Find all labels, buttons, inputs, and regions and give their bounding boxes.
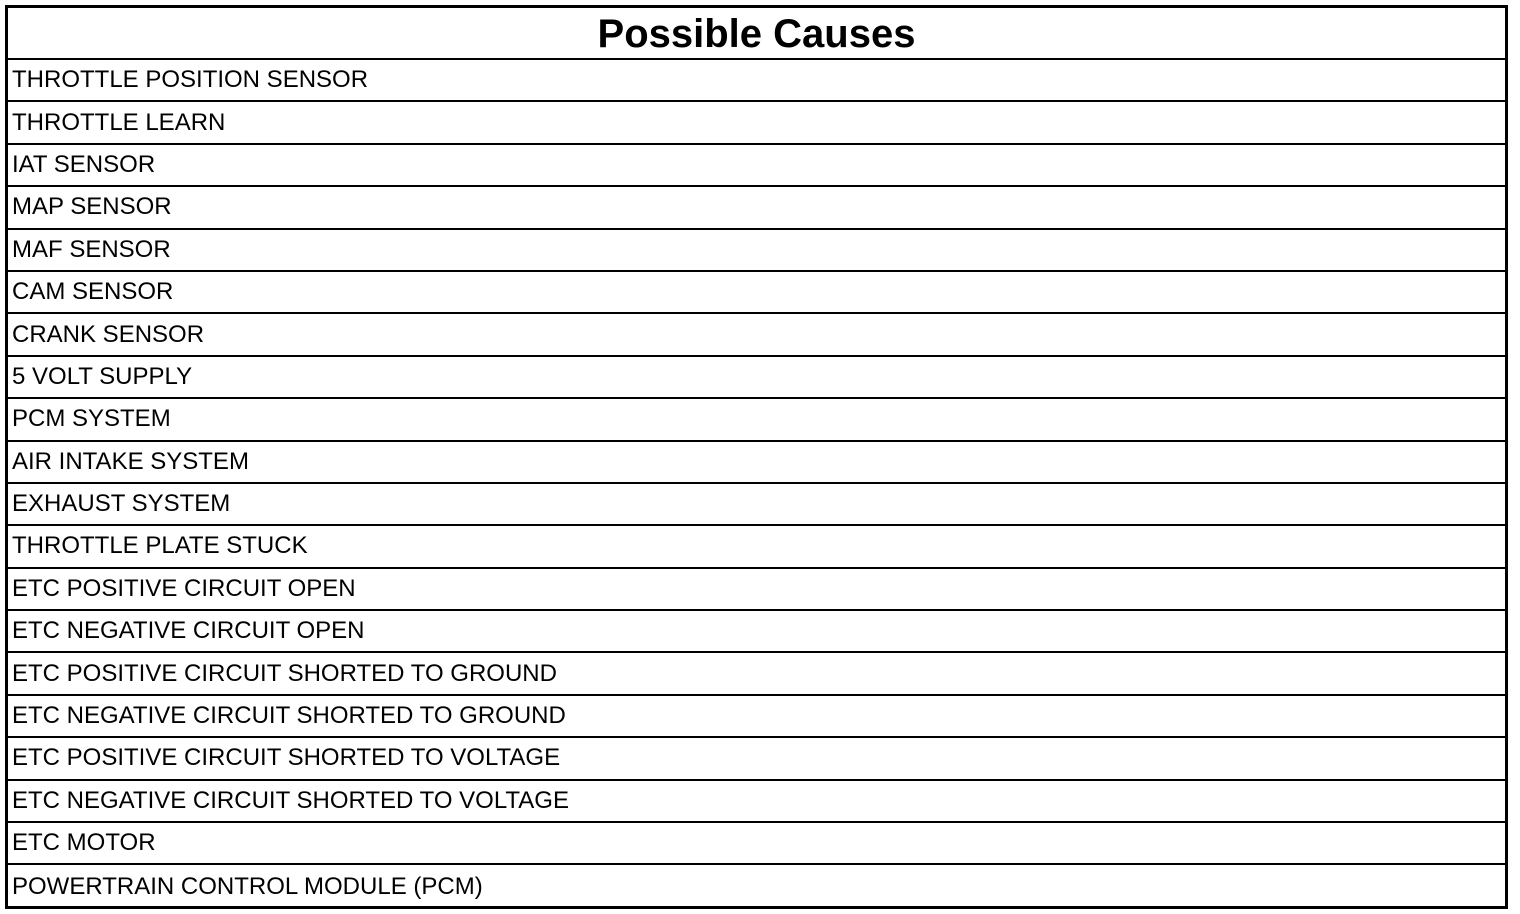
table-row: THROTTLE POSITION SENSOR [8, 60, 1505, 102]
table-row: 5 VOLT SUPPLY [8, 357, 1505, 399]
table-row: PCM SYSTEM [8, 399, 1505, 441]
table-title: Possible Causes [597, 12, 916, 56]
table-row: EXHAUST SYSTEM [8, 484, 1505, 526]
table-row: AIR INTAKE SYSTEM [8, 442, 1505, 484]
table-row: ETC MOTOR [8, 823, 1505, 865]
table-row: THROTTLE LEARN [8, 102, 1505, 144]
table-row: ETC NEGATIVE CIRCUIT SHORTED TO GROUND [8, 696, 1505, 738]
table-header [8, 8, 1505, 60]
table-row: CRANK SENSOR [8, 314, 1505, 356]
table-row: ETC POSITIVE CIRCUIT SHORTED TO GROUND [8, 653, 1505, 695]
table-row: IAT SENSOR [8, 145, 1505, 187]
causes-list [8, 60, 1505, 908]
table-row: CAM SENSOR [8, 272, 1505, 314]
table-row: ETC NEGATIVE CIRCUIT OPEN [8, 611, 1505, 653]
table-row: MAP SENSOR [8, 187, 1505, 229]
table-row: THROTTLE PLATE STUCK [8, 526, 1505, 568]
table-row: ETC POSITIVE CIRCUIT SHORTED TO VOLTAGE [8, 738, 1505, 780]
table-row: ETC POSITIVE CIRCUIT OPEN [8, 569, 1505, 611]
table-row: MAF SENSOR [8, 230, 1505, 272]
table-row: POWERTRAIN CONTROL MODULE (PCM) [12, 872, 483, 900]
table-row: ETC NEGATIVE CIRCUIT SHORTED TO VOLTAGE [8, 781, 1505, 823]
possible-causes-table [5, 5, 1508, 909]
